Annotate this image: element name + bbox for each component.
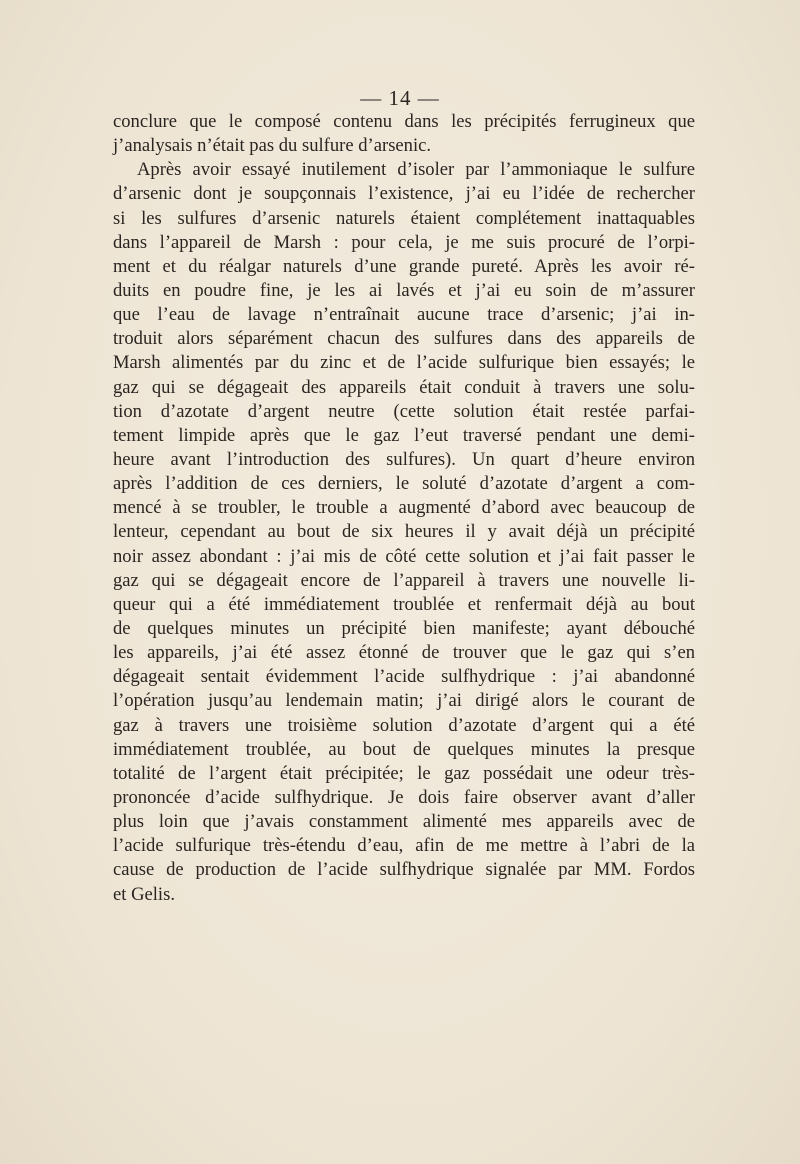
text-line: tion d’azotate d’argent neutre (cette solution était restée parfai- — [113, 400, 695, 422]
text-line: et Gelis. — [113, 883, 175, 905]
text-line: immédiatement troublée, au bout de quelques minutes la presque — [113, 738, 695, 760]
text-line: après l’addition de ces derniers, le soluté d’azotate d’argent a com- — [113, 473, 695, 495]
text-line: ment et du réalgar naturels d’une grande pureté. Après les avoir ré- — [113, 255, 695, 277]
text-line: gaz à travers une troisième solution d’azotate d’argent qui a été — [113, 714, 695, 736]
text-line: prononcée d’acide sulfhydrique. Je dois faire observer avant d’aller — [113, 786, 695, 808]
text-line: lenteur, cependant au bout de six heures il y avait déjà un précipité — [113, 521, 695, 543]
text-line: noir assez abondant : j’ai mis de côté cette solution et j’ai fait passer le — [113, 545, 695, 567]
text-line: l’opération jusqu’au lendemain matin; j’ai dirigé alors le courant de — [113, 690, 695, 712]
text-line: si les sulfures d’arsenic naturels étaient complétement inattaquables — [113, 207, 695, 229]
page-number: — 14 — — [360, 86, 440, 110]
text-line: mencé à se troubler, le trouble a augmenté d’abord avec beaucoup de — [113, 497, 695, 519]
text-line: cause de production de l’acide sulfhydrique signalée par MM. Fordos — [113, 859, 695, 881]
text-line: de quelques minutes un précipité bien manifeste; ayant débouché — [113, 617, 695, 639]
text-line: tement limpide après que le gaz l’eut traversé pendant une demi- — [113, 424, 695, 446]
text-line: Marsh alimentés par du zinc et de l’acide sulfurique bien essayés; le — [113, 352, 695, 374]
text-line: j’analysais n’était pas du sulfure d’arsenic. — [113, 135, 432, 157]
text-line: plus loin que j’avais constamment alimenté mes appareils avec de — [113, 811, 695, 833]
text-line: queur qui a été immédiatement troublée et renfermait déjà au bout — [113, 593, 695, 615]
text-line: heure avant l’introduction des sulfures). Un quart d’heure environ — [113, 448, 695, 470]
text-line: Après avoir essayé inutilement d’isoler par l’ammoniaque le sulfure — [137, 159, 695, 181]
text-line: gaz qui se dégageait des appareils était conduit à travers une solu- — [113, 376, 695, 398]
text-line: dégageait sentait évidemment l’acide sulfhydrique : j’ai abandonné — [113, 666, 695, 688]
text-line: l’acide sulfurique très-étendu d’eau, afin de me mettre à l’abri de la — [113, 835, 695, 857]
text-line: gaz qui se dégageait encore de l’appareil à travers une nouvelle li- — [113, 569, 695, 591]
text-line: que l’eau de lavage n’entraînait aucune trace d’arsenic; j’ai in- — [113, 304, 695, 326]
body-text — [113, 110, 695, 907]
text-line: troduit alors séparément chacun des sulfures dans des appareils de — [113, 328, 695, 350]
text-line: les appareils, j’ai été assez étonné de trouver que le gaz qui s’en — [113, 642, 695, 664]
text-line: totalité de l’argent était précipitée; le gaz possédait une odeur très- — [113, 762, 695, 784]
text-line: d’arsenic dont je soupçonnais l’existence, j’ai eu l’idée de rechercher — [113, 183, 695, 205]
text-line: duits en poudre fine, je les ai lavés et j’ai eu soin de m’assurer — [113, 279, 695, 301]
text-line: conclure que le composé contenu dans les précipités ferrugineux que — [113, 111, 695, 132]
text-line: dans l’appareil de Marsh : pour cela, je me suis procuré de l’orpi- — [113, 231, 695, 253]
